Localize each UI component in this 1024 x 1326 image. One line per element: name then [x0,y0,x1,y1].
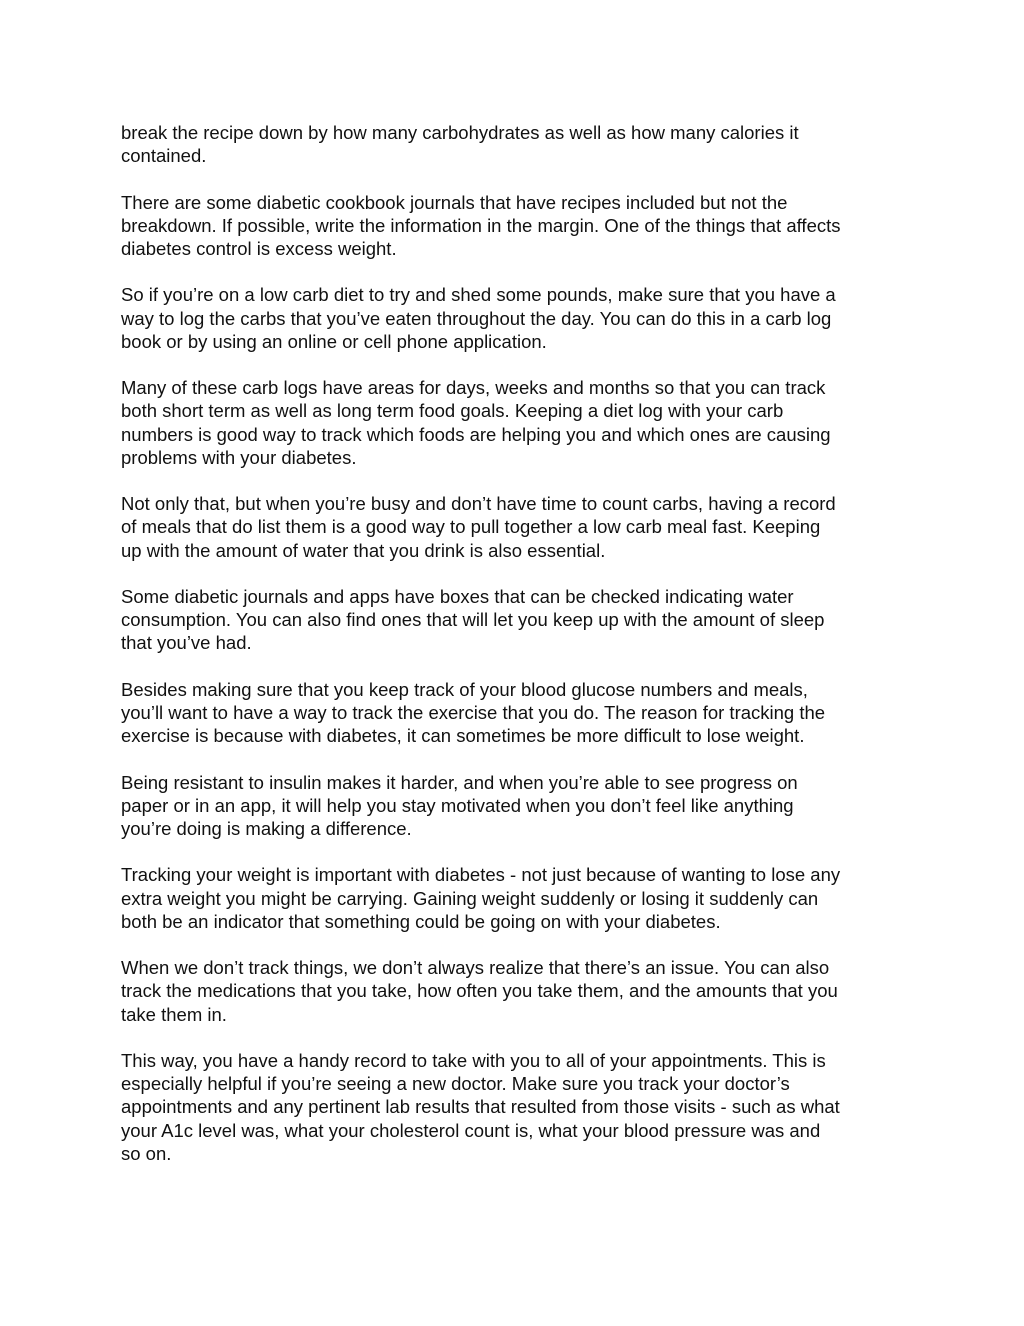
paragraph-4: Many of these carb logs have areas for days, weeks and months so that you can track both short term as well as long term food goals. Keeping a diet log with your carb numbers is good way to track which foods are helping you and which ones are causing problems with your diabetes. [121,377,831,468]
paragraph-3: So if you’re on a low carb diet to try and shed some pounds, make sure that you have a way to log the carbs that you’ve eaten throughout the day. You can do this in a carb log book or by using an online or cell phone application. [121,284,836,352]
paragraph-10: When we don’t track things, we don’t always realize that there’s an issue. You can also track the medications that you take, how often you take them, and the amounts that you take them in. [121,957,838,1025]
paragraph-6: Some diabetic journals and apps have boxes that can be checked indicating water consumption. You can also find ones that will let you keep up with the amount of sleep that you’ve had. [121,585,825,654]
paragraph-1: break the recipe down by how many carbohydrates as well as how many calories it contained. [121,122,799,167]
paragraph-9: Tracking your weight is important with diabetes - not just because of wanting to lose any extra weight you might be carrying. Gaining weight suddenly or losing it suddenly can both be an indicator that something could be going on with your diabetes. [121,864,841,932]
paragraph-8: Being resistant to insulin makes it harder, and when you’re able to see progress on paper or in an app, it will help you stay motivated when you don’t feel like anything you’re doing is making a difference. [121,771,798,839]
document-body [121,121,911,1188]
paragraph-7: Besides making sure that you keep track of your blood glucose numbers and meals, you’ll want to have a way to track the exercise that you do. The reason for tracking the exercise is because with diabetes, it can sometimes be more difficult to lose weight. [121,678,826,747]
paragraph-2: There are some diabetic cookbook journals that have recipes included but not the breakdown. If possible, write the information in the margin. One of the things that affects diabetes control is excess weight. [121,191,841,259]
paragraph-5: Not only that, but when you’re busy and don’t have time to count carbs, having a record of meals that do list them is a good way to pull together a low carb meal fast. Keeping up with the amount of water that you drink is also essential. [121,493,836,561]
paragraph-11: This way, you have a handy record to take with you to all of your appointments. This is especially helpful if you’re seeing a new doctor. Make sure you track your doctor’s appointments and any pertinent lab results that resulted from those visits - such as what your A1c level was, what your cholesterol count is, what your blood pressure was and so on. [121,1049,840,1164]
